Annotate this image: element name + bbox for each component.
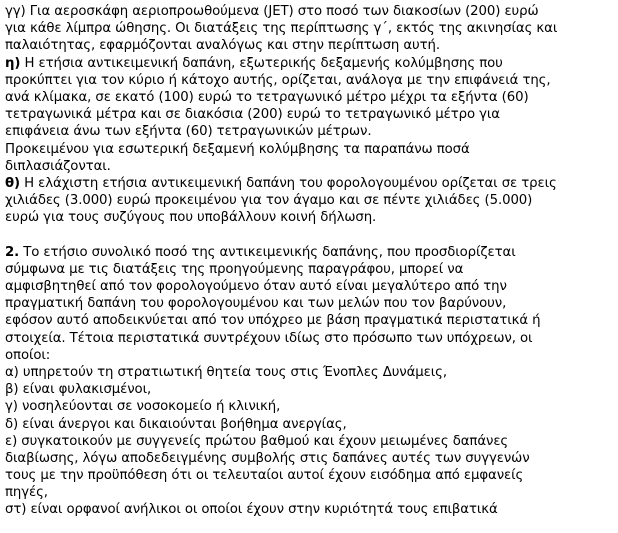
line-text: διαβίωσης, λόγω αποδεδειγμένης συμβολής στις δαπάνες αυτές των συγγενών bbox=[5, 450, 530, 466]
line-text: ανά κλίμακα, σε εκατό (100) ευρώ το τετραγωνικό μέτρο μέχρι τα εξήντα (60) bbox=[5, 89, 529, 105]
text-line bbox=[5, 433, 612, 450]
text-line bbox=[5, 175, 612, 192]
text-line bbox=[5, 398, 612, 415]
bold-prefix: η) bbox=[5, 55, 21, 71]
line-text: Προκειμένου για εσωτερική δεξαμενή κολύμβησης τα παραπάνω ποσά bbox=[5, 141, 470, 157]
line-text: γγ) Για αεροσκάφη αεριοπροωθούμενα (JET) στο ποσό των διακοσίων (200) ευρώ bbox=[5, 4, 539, 19]
line-text: γ) νοσηλεύονται σε νοσοκομείο ή κλινική, bbox=[5, 399, 281, 415]
line-text: αμφισβητηθεί από τον φορολογούμενο όταν αυτό είναι μεγαλύτερο από την bbox=[5, 279, 507, 294]
line-text: τετραγωνικά μέτρα και σε διακόσια (200) ευρώ το τετραγωνικό μέτρο για bbox=[5, 107, 500, 123]
line-text: πραγματική δαπάνη του φορολογουμένου και των μελών που τον βαρύνουν, bbox=[5, 296, 507, 312]
line-text: α) υπηρετούν τη στρατιωτική θητεία τους στις Ένοπλες Δυνάμεις, bbox=[5, 364, 447, 380]
line-text: δ) είναι άνεργοι και δικαιούνται βοήθημα ανεργίας, bbox=[5, 416, 347, 432]
text-line bbox=[5, 484, 612, 501]
line-text: στ) είναι ορφανοί ανήλικοι οι οποίοι έχουν στην κυριότητά τους επιβατικά bbox=[5, 502, 498, 518]
text-line bbox=[5, 295, 612, 312]
line-text: ε) συγκατοικούν με συγγενείς πρώτου βαθμού και έχουν μειωμένες δαπάνες bbox=[5, 433, 509, 449]
text-line bbox=[5, 123, 612, 140]
text-line bbox=[5, 381, 612, 398]
line-text: εφόσον αυτό αποδεικνύεται από τον υπόχρεο με βάση πραγματικά περιστατικά ή bbox=[5, 313, 541, 329]
line-text: Η ετήσια αντικειμενική δαπάνη, εξωτερικής δεξαμενής κολύμβησης που bbox=[20, 55, 503, 71]
line-text: χιλιάδες (3.000) ευρώ προκειμένου για τον άγαμο και σε πέντε χιλιάδες (5.000) bbox=[5, 193, 533, 209]
line-text: Η ελάχιστη ετήσια αντικειμενική δαπάνη του φορολογουμένου ορίζεται σε τρεις bbox=[20, 175, 557, 191]
bold-prefix: θ) bbox=[5, 175, 21, 191]
line-text: στοιχεία. Τέτοια περιστατικά συντρέχουν ιδίως στο πρόσωπο των υπόχρεων, οι bbox=[5, 330, 533, 346]
text-line bbox=[5, 20, 612, 37]
line-text: προκύπτει για τον κύριο ή κάτοχο αυτής, ορίζεται, ανάλογα με την επιφάνειά της, bbox=[5, 72, 551, 88]
text-line bbox=[5, 141, 612, 158]
text-line bbox=[5, 55, 612, 72]
line-text: β) είναι φυλακισμένοι, bbox=[5, 382, 152, 398]
text-line bbox=[5, 89, 612, 106]
text-line bbox=[5, 364, 612, 381]
line-text: τους με την προϋπόθεση ότι οι τελευταίοι αυτοί έχουν εισόδημα από εμφανείς bbox=[5, 468, 524, 484]
text-line bbox=[5, 37, 612, 54]
text-line bbox=[5, 244, 612, 261]
line-text: σύμφωνα με τις διατάξεις της προηγούμενης παραγράφου, μπορεί να bbox=[5, 261, 464, 277]
text-line bbox=[5, 501, 612, 518]
line-text: διπλασιάζονται. bbox=[5, 158, 111, 174]
text-line bbox=[5, 209, 612, 226]
text-line bbox=[5, 106, 612, 123]
text-line bbox=[5, 312, 612, 329]
line-text: οποίοι: bbox=[5, 347, 51, 363]
line-text: Το ετήσιο συνολικό ποσό της αντικειμενικής δαπάνης, που προσδιορίζεται bbox=[19, 244, 516, 260]
text-line bbox=[5, 192, 612, 209]
text-line bbox=[5, 347, 612, 364]
line-text: παλαιότητας, εφαρμόζονται αναλόγως και στην περίπτωση αυτή. bbox=[5, 38, 440, 54]
text-line bbox=[5, 3, 612, 20]
text-line bbox=[5, 416, 612, 433]
text-line bbox=[5, 278, 612, 295]
text-line bbox=[5, 158, 612, 175]
text-line bbox=[5, 450, 612, 467]
line-text: πηγές, bbox=[5, 485, 48, 501]
text-line bbox=[5, 467, 612, 484]
line-text: ευρώ για τους συζύγους που υποβάλλουν κοινή δήλωση. bbox=[5, 210, 377, 226]
text-line bbox=[5, 330, 612, 347]
line-text: για κάθε λίμπρα ώθησης. Οι διατάξεις της περίπτωσης γ΄, εκτός της ακινησίας και bbox=[5, 21, 558, 37]
text-line bbox=[5, 226, 612, 243]
text-line bbox=[5, 261, 612, 278]
bold-prefix: 2. bbox=[5, 244, 20, 260]
document-text bbox=[5, 3, 612, 519]
line-text: επιφάνεια άνω των εξήντα (60) τετραγωνικών μέτρων. bbox=[5, 124, 372, 140]
text-line bbox=[5, 72, 612, 89]
